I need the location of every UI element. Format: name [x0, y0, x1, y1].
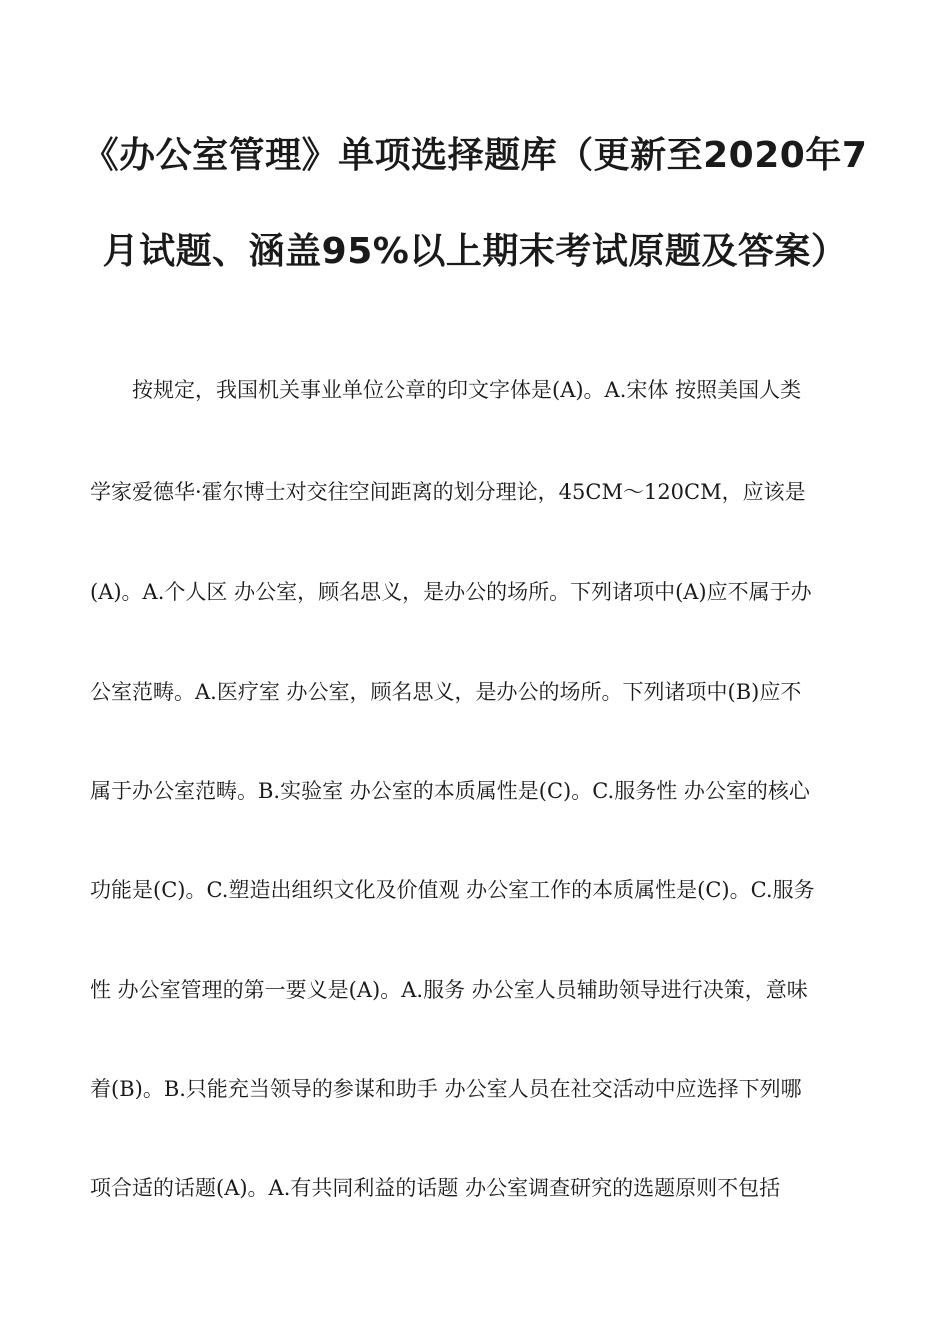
body-text-line: 项合适的话题(A)。A.有共同利益的话题 办公室调查研究的选题原则不包括 [90, 1176, 781, 1200]
body-text-line: 公室范畴。A.医疗室 办公室，顾名思义，是办公的场所。下列诸项中(B)应不 [90, 680, 802, 704]
body-text-line: 功能是(C)。C.塑造出组织文化及价值观 办公室工作的本质属性是(C)。C.服务 [90, 878, 815, 902]
body-text-line: 属于办公室范畴。B.实验室 办公室的本质属性是(C)。C.服务性 办公室的核心 [90, 779, 810, 803]
document-title-line-2: 月试题、涵盖95%以上期末考试原题及答案） [102, 231, 848, 272]
body-text-line: 性 办公室管理的第一要义是(A)。A.服务 办公室人员辅助领导进行决策，意味 [90, 978, 808, 1002]
body-text-line: 着(B)。B.只能充当领导的参谋和助手 办公室人员在社交活动中应选择下列哪 [90, 1077, 802, 1101]
body-text-line: 按规定，我国机关事业单位公章的印文字体是(A)。A.宋体 按照美国人类 [132, 378, 802, 402]
body-text-line: 学家爱德华·霍尔博士对交往空间距离的划分理论，45CM～120CM，应该是 [90, 480, 806, 504]
body-text-line: (A)。A.个人区 办公室，顾名思义，是办公的场所。下列诸项中(A)应不属于办 [90, 580, 812, 604]
document-title-line-1: 《办公室管理》单项选择题库（更新至2020年7 [82, 135, 868, 176]
